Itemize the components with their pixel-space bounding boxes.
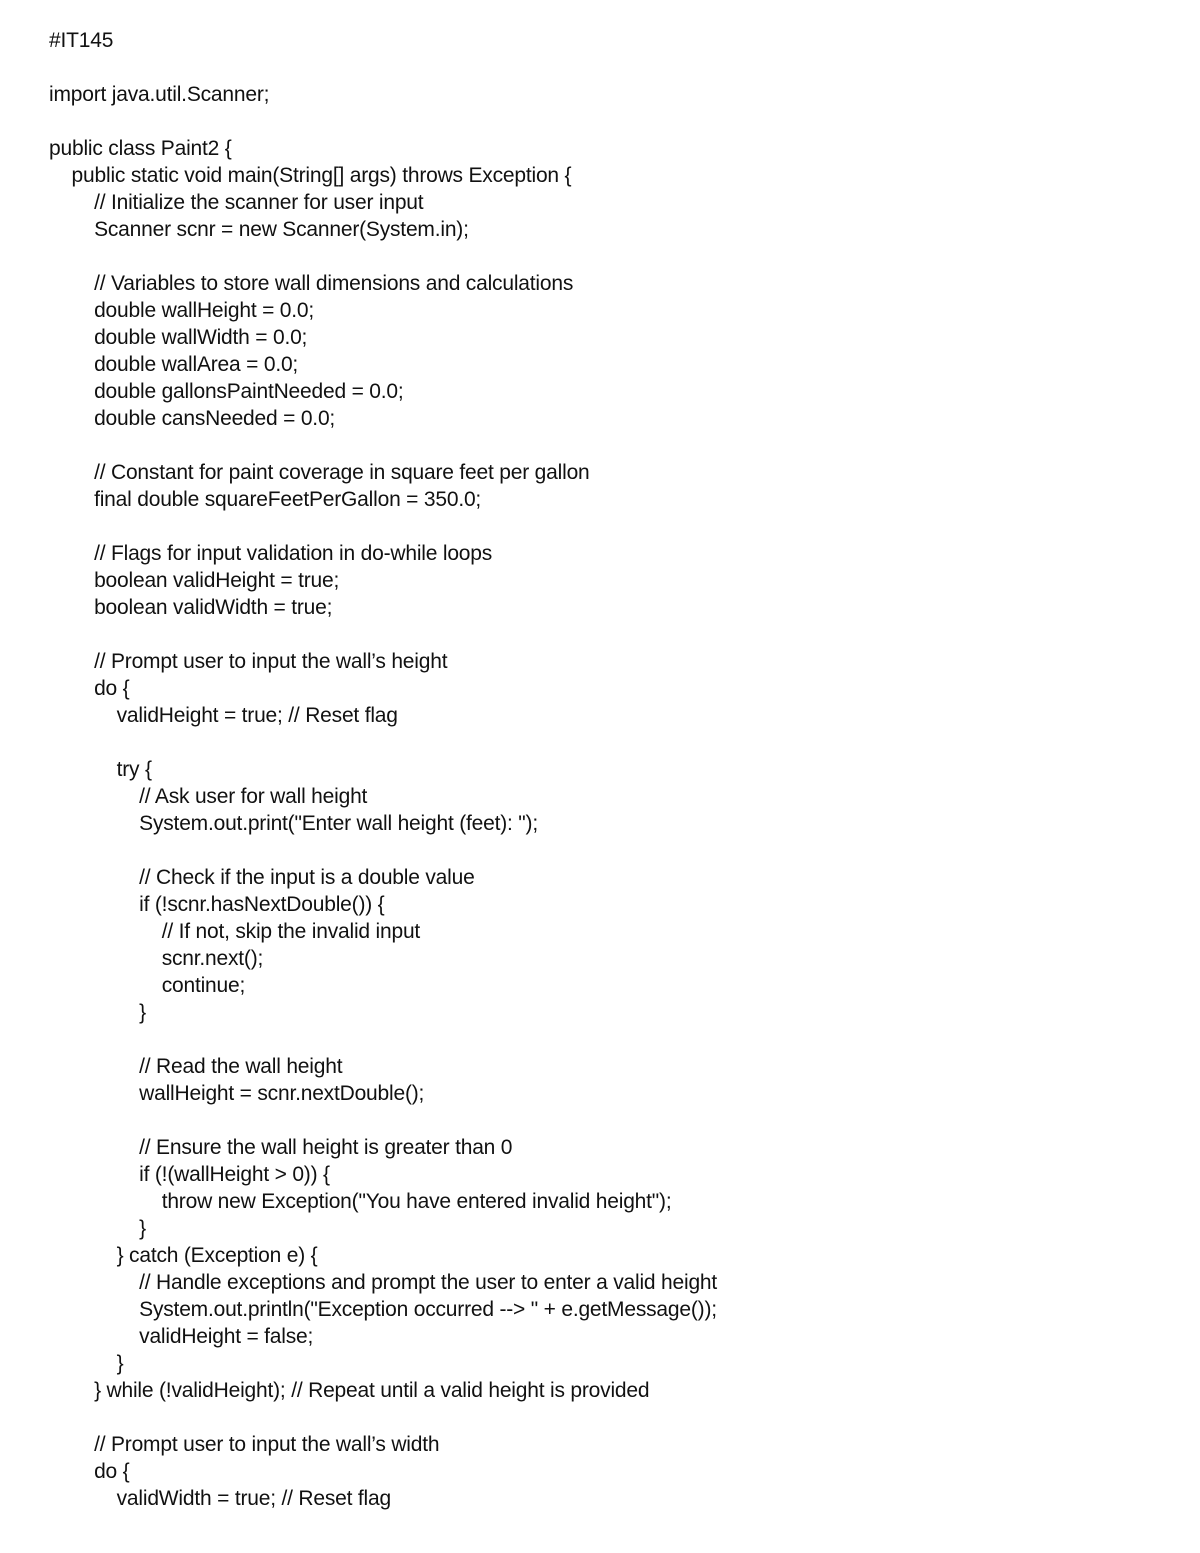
code-line: // Ask user for wall height — [49, 785, 368, 808]
code-line: #IT145 — [49, 29, 114, 52]
code-line: } — [49, 1217, 146, 1240]
code-line: } catch (Exception e) { — [49, 1244, 318, 1267]
code-line: // Prompt user to input the wall’s height — [49, 650, 448, 673]
code-line: // Initialize the scanner for user input — [49, 191, 424, 214]
code-line: do { — [49, 677, 130, 700]
code-line: validHeight = true; // Reset flag — [49, 704, 398, 727]
code-line: public static void main(String[] args) throws Exception { — [49, 164, 572, 187]
code-line: if (!scnr.hasNextDouble()) { — [49, 893, 385, 916]
code-line: scnr.next(); — [49, 947, 264, 970]
code-line: // If not, skip the invalid input — [49, 920, 421, 943]
code-listing — [49, 27, 717, 1512]
code-line: try { — [49, 758, 152, 781]
code-line: continue; — [49, 974, 246, 997]
code-line: } — [49, 1001, 146, 1024]
code-line: // Flags for input validation in do-while loops — [49, 542, 493, 565]
code-line — [49, 243, 717, 270]
code-line — [49, 837, 717, 864]
code-line: final double squareFeetPerGallon = 350.0; — [49, 488, 482, 511]
code-line: System.out.println("Exception occurred --> " + e.getMessage()); — [49, 1298, 717, 1321]
code-line: // Read the wall height — [49, 1055, 343, 1078]
code-line — [49, 729, 717, 756]
code-line: } — [49, 1352, 124, 1375]
code-line: // Constant for paint coverage in square feet per gallon — [49, 461, 590, 484]
code-line: // Variables to store wall dimensions and calculations — [49, 272, 574, 295]
code-line: // Prompt user to input the wall’s width — [49, 1433, 440, 1456]
code-line: double gallonsPaintNeeded = 0.0; — [49, 380, 404, 403]
code-line — [49, 621, 717, 648]
code-line: do { — [49, 1460, 130, 1483]
code-line — [49, 513, 717, 540]
code-line: // Handle exceptions and prompt the user to enter a valid height — [49, 1271, 718, 1294]
code-line: validHeight = false; — [49, 1325, 314, 1348]
code-line: double wallWidth = 0.0; — [49, 326, 308, 349]
code-line: boolean validWidth = true; — [49, 596, 333, 619]
code-line: Scanner scnr = new Scanner(System.in); — [49, 218, 469, 241]
code-line — [49, 1107, 717, 1134]
code-line: public class Paint2 { — [49, 137, 232, 160]
code-line: double wallHeight = 0.0; — [49, 299, 315, 322]
code-line — [49, 1026, 717, 1053]
code-line: double cansNeeded = 0.0; — [49, 407, 336, 430]
code-line: // Ensure the wall height is greater than 0 — [49, 1136, 513, 1159]
code-line — [49, 432, 717, 459]
code-line: } while (!validHeight); // Repeat until a valid height is provided — [49, 1379, 650, 1402]
code-line: // Check if the input is a double value — [49, 866, 475, 889]
code-line — [49, 54, 717, 81]
code-line — [49, 108, 717, 135]
code-line: System.out.print("Enter wall height (feet): "); — [49, 812, 538, 835]
code-line: if (!(wallHeight > 0)) { — [49, 1163, 330, 1186]
code-line: double wallArea = 0.0; — [49, 353, 299, 376]
code-line — [49, 1404, 717, 1431]
code-line: import java.util.Scanner; — [49, 83, 270, 106]
code-line: validWidth = true; // Reset flag — [49, 1487, 391, 1510]
code-line: boolean validHeight = true; — [49, 569, 340, 592]
code-line: throw new Exception("You have entered invalid height"); — [49, 1190, 672, 1213]
code-line: wallHeight = scnr.nextDouble(); — [49, 1082, 425, 1105]
